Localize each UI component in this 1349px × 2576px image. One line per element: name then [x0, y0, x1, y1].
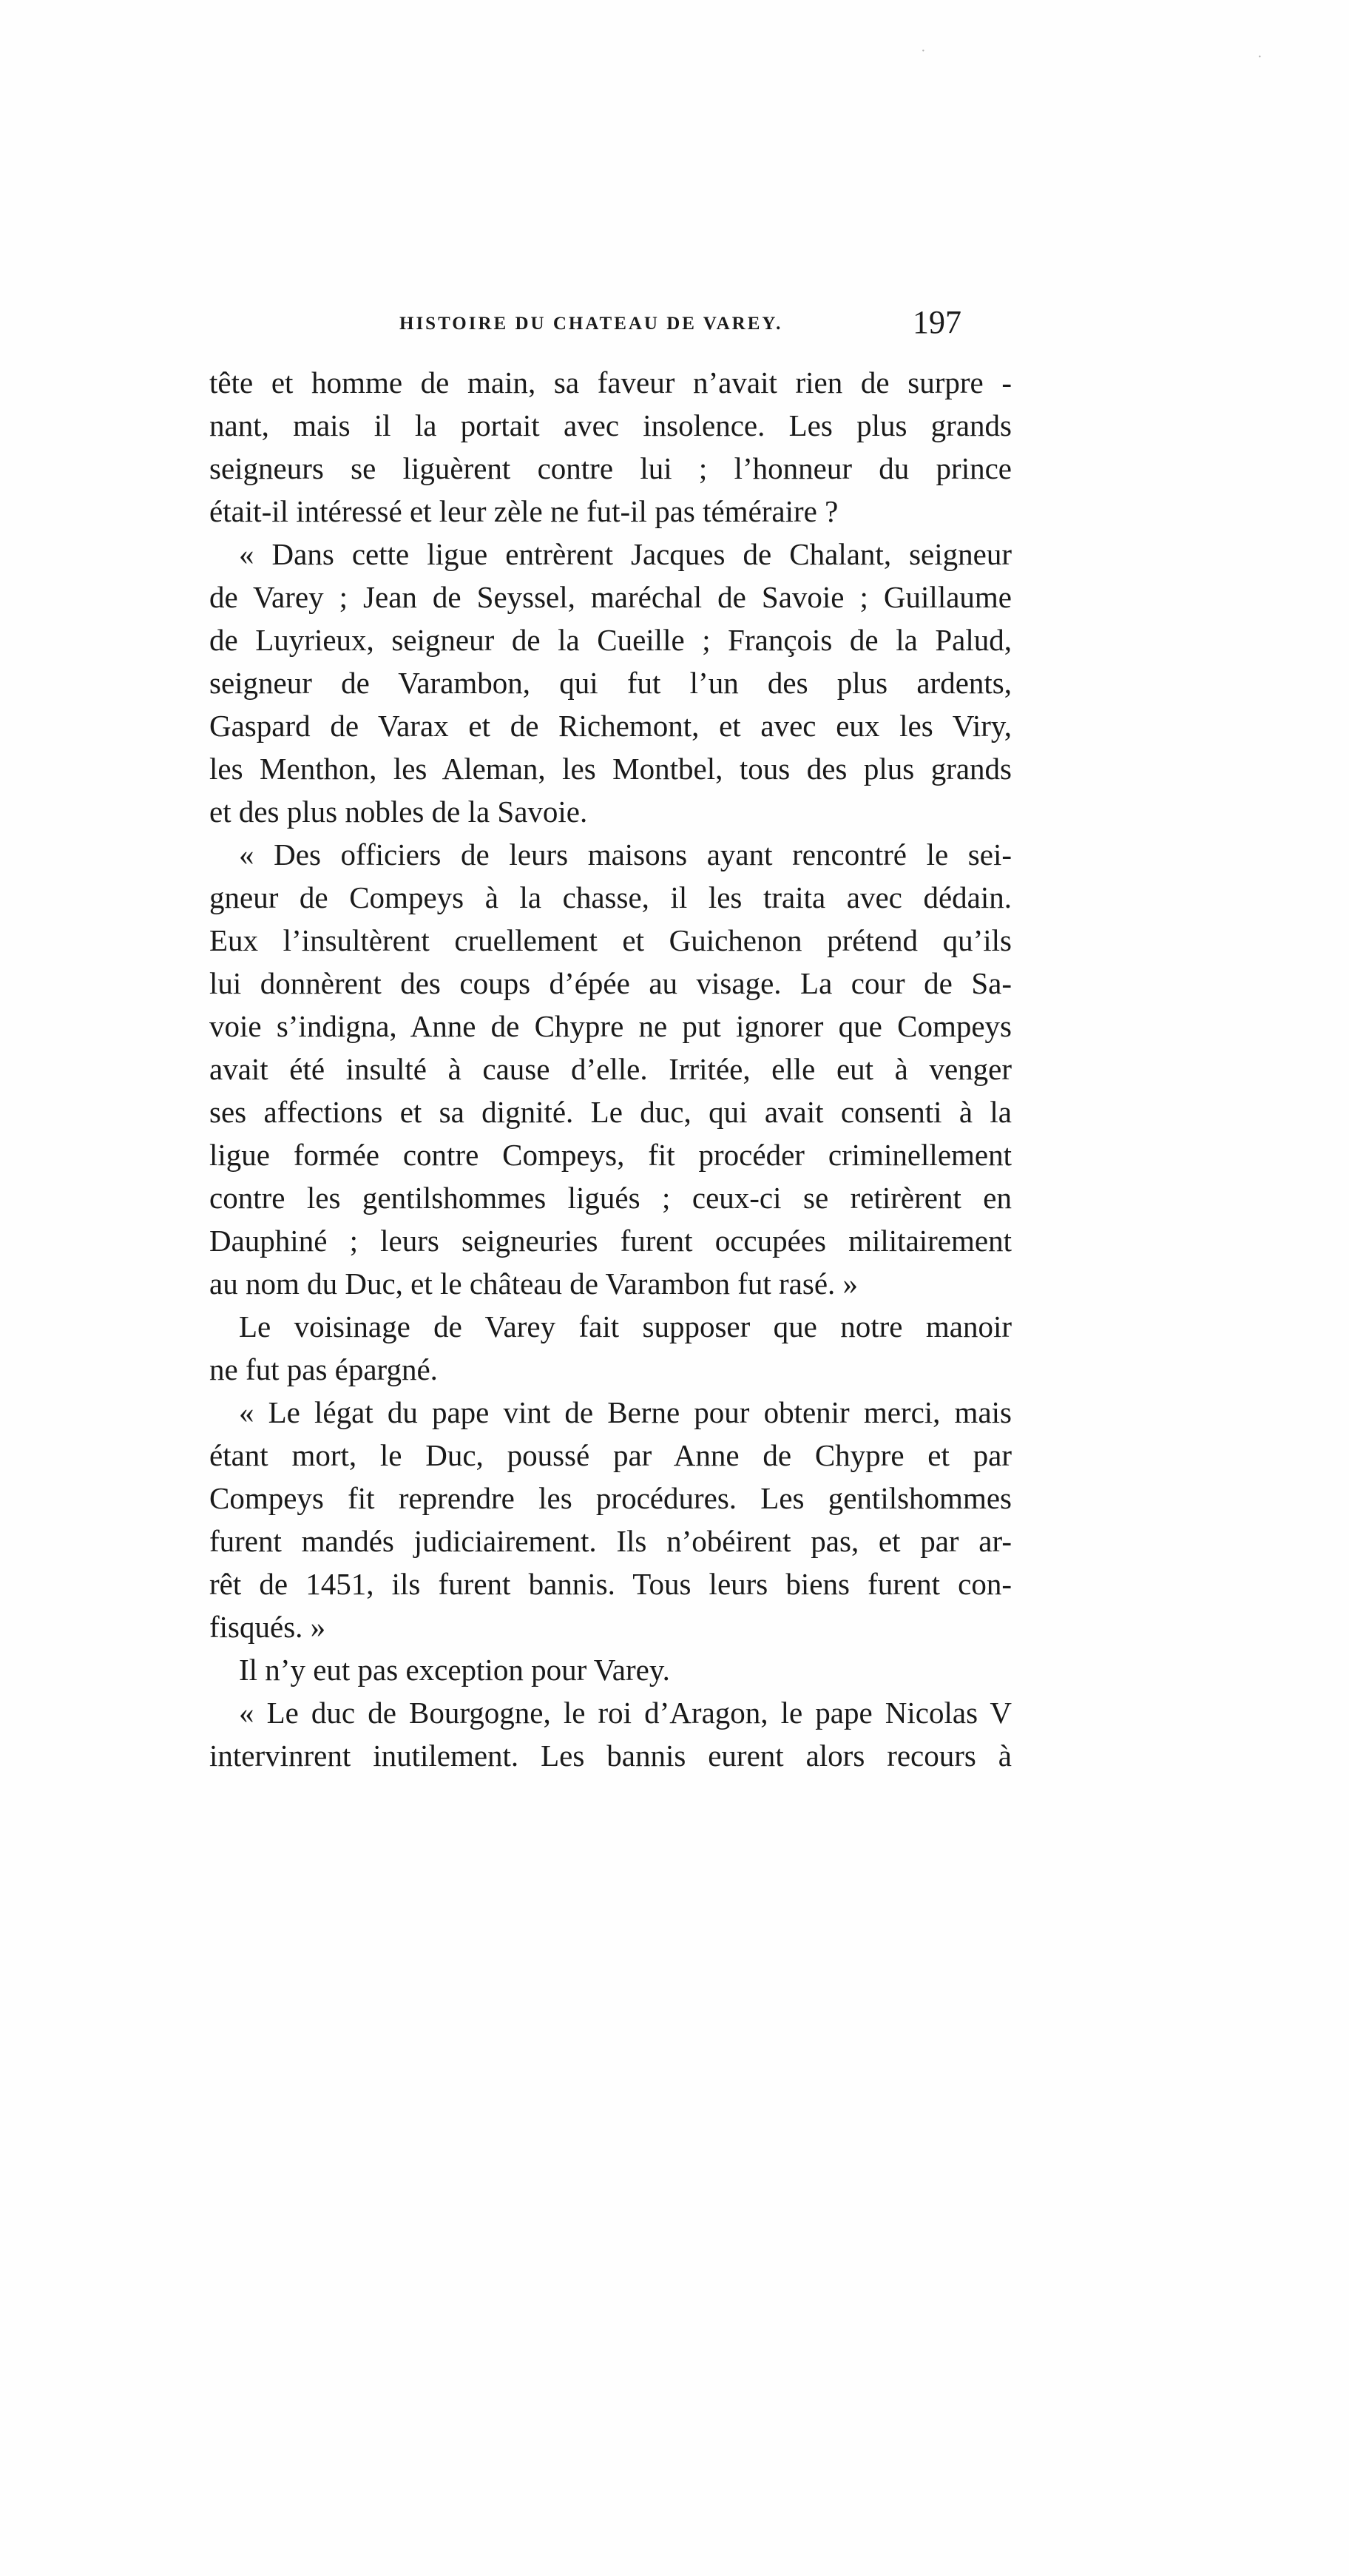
speck-mark: ·: [1257, 49, 1262, 65]
text-line: de Luyrieux, seigneur de la Cueille ; François de la Palud,: [209, 623, 1012, 657]
text-line: et des plus nobles de la Savoie.: [209, 795, 588, 829]
text-line: Gaspard de Varax et de Richemont, et avec eux les Viry,: [209, 709, 1012, 743]
text-line: « Le duc de Bourgogne, le roi d’Aragon, le pape Nicolas V: [239, 1696, 1012, 1730]
text-line: seigneur de Varambon, qui fut l’un des plus ardents,: [209, 666, 1012, 700]
text-line: nant, mais il la portait avec insolence. Les plus grands: [209, 408, 1012, 442]
text-line: gneur de Compeys à la chasse, il les traita avec dédain.: [209, 880, 1012, 914]
text-line: « Dans cette ligue entrèrent Jacques de Chalant, seigneur: [239, 537, 1012, 571]
text-line: Il n’y eut pas exception pour Varey.: [239, 1653, 670, 1687]
page-number: 197: [913, 304, 961, 340]
running-head: [399, 303, 961, 348]
text-line: intervinrent inutilement. Les bannis eurent alors recours à: [209, 1739, 1012, 1773]
text-line: étant mort, le Duc, poussé par Anne de Chypre et par: [209, 1438, 1012, 1472]
text-line: ne fut pas épargné.: [209, 1352, 438, 1386]
text-line: tête et homme de main, sa faveur n’avait rien de surpre -: [209, 365, 1012, 399]
text-line: était-il intéressé et leur zèle ne fut-il pas téméraire ?: [209, 494, 839, 528]
text-line: Le voisinage de Varey fait supposer que notre manoir: [239, 1309, 1012, 1343]
text-line: « Le légat du pape vint de Berne pour obtenir merci, mais: [239, 1395, 1012, 1429]
text-line: ligue formée contre Compeys, fit procéder criminellement: [209, 1138, 1012, 1172]
text-line: les Menthon, les Aleman, les Montbel, tous des plus grands: [209, 752, 1012, 786]
text-line: au nom du Duc, et le château de Varambon fut rasé. »: [209, 1267, 859, 1301]
text-line: Eux l’insultèrent cruellement et Guichenon prétend qu’ils: [209, 923, 1012, 957]
text-line: furent mandés judiciairement. Ils n’obéirent pas, et par ar-: [209, 1524, 1012, 1558]
text-line: lui donnèrent des coups d’épée au visage. La cour de Sa-: [209, 966, 1012, 1000]
text-line: rêt de 1451, ils furent bannis. Tous leurs biens furent con-: [209, 1567, 1012, 1601]
text-line: seigneurs se liguèrent contre lui ; l’honneur du prince: [209, 451, 1012, 485]
text-line: voie s’indigna, Anne de Chypre ne put ignorer que Compeys: [209, 1009, 1012, 1043]
speck-mark: ·: [921, 43, 926, 59]
text-line: « Des officiers de leurs maisons ayant rencontré le sei-: [239, 837, 1012, 871]
text-line: ses affections et sa dignité. Le duc, qui avait consenti à la: [209, 1095, 1012, 1129]
text-line: Compeys fit reprendre les procédures. Les gentilshommes: [209, 1481, 1012, 1515]
running-title: HISTOIRE DU CHATEAU DE VAREY.: [399, 314, 783, 334]
text-line: Dauphiné ; leurs seigneuries furent occupées militairement: [209, 1224, 1012, 1258]
body-text: [209, 361, 1012, 1777]
text-line: fisqués. »: [209, 1610, 326, 1644]
text-line: de Varey ; Jean de Seyssel, maréchal de Savoie ; Guillaume: [209, 580, 1012, 614]
text-line: contre les gentilshommes ligués ; ceux-ci se retirèrent en: [209, 1181, 1012, 1215]
text-line: avait été insulté à cause d’elle. Irritée, elle eut à venger: [209, 1052, 1012, 1086]
